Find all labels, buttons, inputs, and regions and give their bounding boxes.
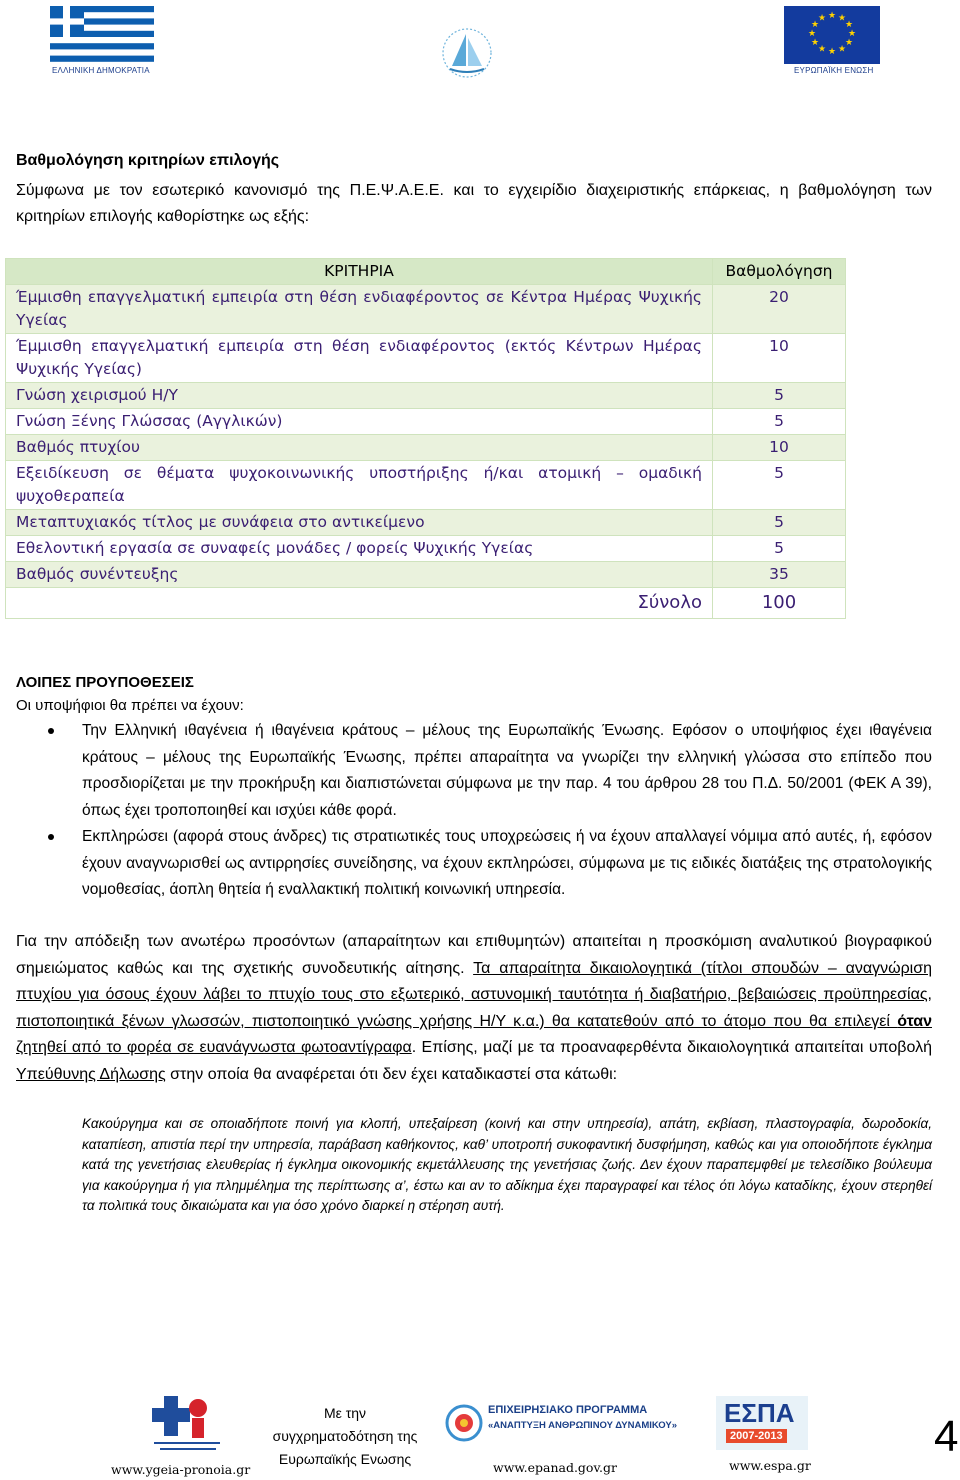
total-label: Σύνολο xyxy=(6,588,713,619)
svg-text:★: ★ xyxy=(817,44,827,55)
header-score: Βαθμολόγηση xyxy=(713,259,846,285)
list-item xyxy=(48,824,932,904)
table-row xyxy=(6,510,846,536)
page-number: 4 xyxy=(934,1412,959,1461)
table-total-row xyxy=(6,588,846,619)
svg-text:★: ★ xyxy=(810,38,820,48)
documents-text-1: Για την απόδειξη των ανωτέρω προσόντων (απαραίτητων και επιθυμητών) απαιτείται η προσκόμιση αναλυτικού βιογραφικού σημειώματος καθώς και της σχετικής συνοδευτικής αίτησης. xyxy=(16,933,932,977)
greek-flag-logo xyxy=(50,6,154,66)
table-header-row xyxy=(6,259,846,285)
footer-url-espa: www.espa.gr xyxy=(729,1458,811,1473)
documents-required-text-end: ζητηθεί από το φορέα σε ευανάγνωστα φωτοαντίγραφα xyxy=(16,1039,412,1056)
espa-years: 2007-2013 xyxy=(726,1429,787,1443)
footer-url-epanad: www.epanad.gov.gr xyxy=(493,1460,617,1475)
eu-flag-logo xyxy=(784,6,880,64)
svg-text:★: ★ xyxy=(827,47,837,57)
criteria-table xyxy=(5,258,846,619)
footer-url-ygeia: www.ygeia-pronoia.gr xyxy=(111,1462,251,1477)
programme-line-2: «ΑΝΑΠΤΥΞΗ ΑΝΘΡΩΠΙΝΟΥ ΔΥΝΑΜΙΚΟΥ» xyxy=(488,1420,678,1431)
cofunding-line-1: Με την xyxy=(323,1405,367,1421)
cofunding-line-2: συγχρηματοδότηση της xyxy=(272,1428,418,1444)
table-row xyxy=(6,383,846,409)
requirements-list xyxy=(48,718,932,904)
score-cell: 20 xyxy=(713,285,846,334)
list-item-text: Εκπληρώσει (αφορά στους άνδρες) τις στρατιωτικές τους υποχρεώσεις ή να έχουν απαλλαγεί νόμιμα από αυτές, ή, εφόσον έχουν αναγνωρισθεί ως αντιρρησίες συνείδησης, να έχουν εκπληρώσει, σύμφωνα με τις ειδικές διατάξεις της στρατολογικής νομοθεσίας, άοπλη θητεία ή εναλλακτική πολιτική κοινωνική υπηρεσία. xyxy=(82,828,932,898)
bullet-icon xyxy=(48,834,54,840)
cofunding-text xyxy=(252,1402,438,1471)
score-cell: 5 xyxy=(713,461,846,510)
criterion-cell: Βαθμός συνέντευξης xyxy=(6,562,713,588)
svg-text:★: ★ xyxy=(817,13,827,24)
documents-paragraph xyxy=(16,929,932,1088)
programme-line-1: ΕΠΙΧΕΙΡΗΣΙΑΚΟ ΠΡΟΓΡΑΜΜΑ xyxy=(488,1404,648,1416)
table-row xyxy=(6,562,846,588)
sailboat-logo xyxy=(440,26,494,80)
list-item xyxy=(48,718,932,824)
greek-republic-caption: ΕΛΛΗΝΙΚΗ ΔΗΜΟΚΡΑΤΙΑ xyxy=(52,66,150,75)
declaration-text: Υπεύθυνης Δήλωσης xyxy=(16,1065,166,1083)
score-cell: 5 xyxy=(713,383,846,409)
section-heading: Βαθμολόγηση κριτηρίων επιλογής xyxy=(16,152,280,169)
criterion-cell: Έμμισθη επαγγελματική εμπειρία στη θέση ενδιαφέροντος σε Κέντρα Ημέρας Ψυχικής Υγείας xyxy=(6,285,713,334)
documents-when-text: όταν xyxy=(897,1012,932,1030)
criterion-cell: Εθελοντική εργασία σε συναφείς μονάδες / φορείς Ψυχικής Υγείας xyxy=(6,536,713,562)
table-row xyxy=(6,435,846,461)
criterion-cell: Έμμισθη επαγγελματική εμπειρία στη θέση ενδιαφέροντος (εκτός Κέντρων Ημέρας Ψυχικής Υγείας) xyxy=(6,334,713,383)
total-value: 100 xyxy=(713,588,846,619)
espa-logo xyxy=(716,1396,808,1450)
table-row xyxy=(6,461,846,510)
requirements-title: ΛΟΙΠΕΣ ΠΡΟΥΠΟΘΕΣΕΙΣ xyxy=(16,674,194,691)
header-criteria: ΚΡΙΤΗΡΙΑ xyxy=(6,259,713,285)
convictions-text: Κακούργημα και σε οποιαδήποτε ποινή για κλοπή, υπεξαίρεση (κοινή και στην υπηρεσία), απάτη, εκβίαση, πλαστογραφία, δωροδοκία, καταπίεση, απιστία περί την υπηρεσία, παράβαση καθήκοντος, καθ’ υποτροπή συκοφαντική δυσφήμηση, καθώς και για οποιοδήποτε έγκλημα κατά της γενετήσιας ελευθερίας ή έγκλημα οικονομικής εκμετάλλευσης της γενετήσιας ζωής. Δεν έχουν παραπεμφθεί με τελεσίδικο βούλευμα για κακούργημα ή για πλημμέλημα της περίπτωσης α’, έστω και αν το αδίκημα έχει παραγραφεί και τέλος ότι λόγω καταδίκης, έχουν στερηθεί τα πολιτικά τους δικαιώματα και για όσο χρόνο διαρκεί η στέρηση αυτή. xyxy=(82,1116,932,1213)
score-cell: 10 xyxy=(713,435,846,461)
criterion-cell: Εξειδίκευση σε θέματα ψυχοκοινωνικής υποστήριξης ή/και ατομική – ομαδική ψυχοθεραπεία xyxy=(6,461,713,510)
table-row xyxy=(6,409,846,435)
bullet-icon xyxy=(48,728,54,734)
section-intro: Σύμφωνα με τον εσωτερικό κανονισμό της Π.Ε.Ψ.Α.Ε.Ε. και το εγχειρίδιο διαχειριστικής επάρκειας, η βαθμολόγηση των κριτηρίων επιλογής καθορίστηκε ως εξής: xyxy=(16,182,932,225)
criterion-cell: Βαθμός πτυχίου xyxy=(6,435,713,461)
svg-text:★: ★ xyxy=(847,29,857,39)
requirements-intro: Οι υποψήφιοι θα πρέπει να έχουν: xyxy=(16,697,244,714)
svg-text:★: ★ xyxy=(807,29,817,39)
criterion-cell: Γνώση χειρισμού Η/Υ xyxy=(6,383,713,409)
list-item-text: Την Ελληνική ιθαγένεια ή ιθαγένεια κράτους – μέλους της Ευρωπαϊκής Ένωσης. Εφόσον ο υποψήφιος έχει ιθαγένεια κράτους – μέλους της Ευρωπαϊκής Ένωσης, πρέπει απαραίτητα να γνωρίζει την ελληνική γλώσσα στο επίπεδο που προσδιορίζεται με την προκήρυξη και διαπιστώνεται σύμφωνα με την παρ. 4 του άρθρου 28 του Π.Δ. 50/2001 (ΦΕΚ Α 39), όπως έχει τροποποιηθεί και ισχύει κάθε φορά. xyxy=(82,722,932,819)
criterion-cell: Μεταπτυχιακός τίτλος με συνάφεια στο αντικείμενο xyxy=(6,510,713,536)
documents-text-2: . Επίσης, μαζί με τα προαναφερθέντα δικαιολογητικά απαιτείται υποβολή xyxy=(411,1039,932,1056)
score-cell: 35 xyxy=(713,562,846,588)
score-cell: 10 xyxy=(713,334,846,383)
eu-caption: ΕΥΡΩΠΑΪΚΗ ΕΝΩΣΗ xyxy=(794,66,874,75)
programme-logo xyxy=(444,1396,678,1450)
documents-required-text: Τα απαραίτητα δικαιολογητικά (τίτλοι σπουδών – αναγνώριση πτυχίου για όσους έχουν λάβει το πτυχίο τους στο εξωτερικό, αστυνομική ταυτότητα ή διαβατήριο, βεβαιώσεις προϋπηρεσίας, πιστοποιητικά ξένων γλωσσών, πιστοποιητικό γνώσης χρήσης Η/Υ κ.α.) θα κατατεθούν από το άτομο που θα επιλεγεί xyxy=(16,959,932,1030)
score-cell: 5 xyxy=(713,409,846,435)
svg-text:★: ★ xyxy=(844,38,854,48)
svg-text:★: ★ xyxy=(827,11,837,21)
programme-emblem-icon xyxy=(444,1396,484,1450)
svg-text:★: ★ xyxy=(810,20,820,30)
score-cell: 5 xyxy=(713,510,846,536)
svg-text:★: ★ xyxy=(844,20,854,30)
score-cell: 5 xyxy=(713,536,846,562)
cofunding-line-3: Ευρωπαϊκής Ενωσης xyxy=(278,1451,412,1467)
espa-label: ΕΣΠΑ xyxy=(724,1398,795,1428)
table-row xyxy=(6,334,846,383)
table-row xyxy=(6,536,846,562)
table-row xyxy=(6,285,846,334)
documents-text-3: στην οποία θα αναφέρεται ότι δεν έχει καταδικαστεί στα κάτωθι: xyxy=(165,1065,618,1083)
svg-text:★: ★ xyxy=(837,44,847,55)
ministry-health-logo xyxy=(150,1390,226,1456)
svg-text:★: ★ xyxy=(837,13,847,24)
criterion-cell: Γνώση Ξένης Γλώσσας (Αγγλικών) xyxy=(6,409,713,435)
